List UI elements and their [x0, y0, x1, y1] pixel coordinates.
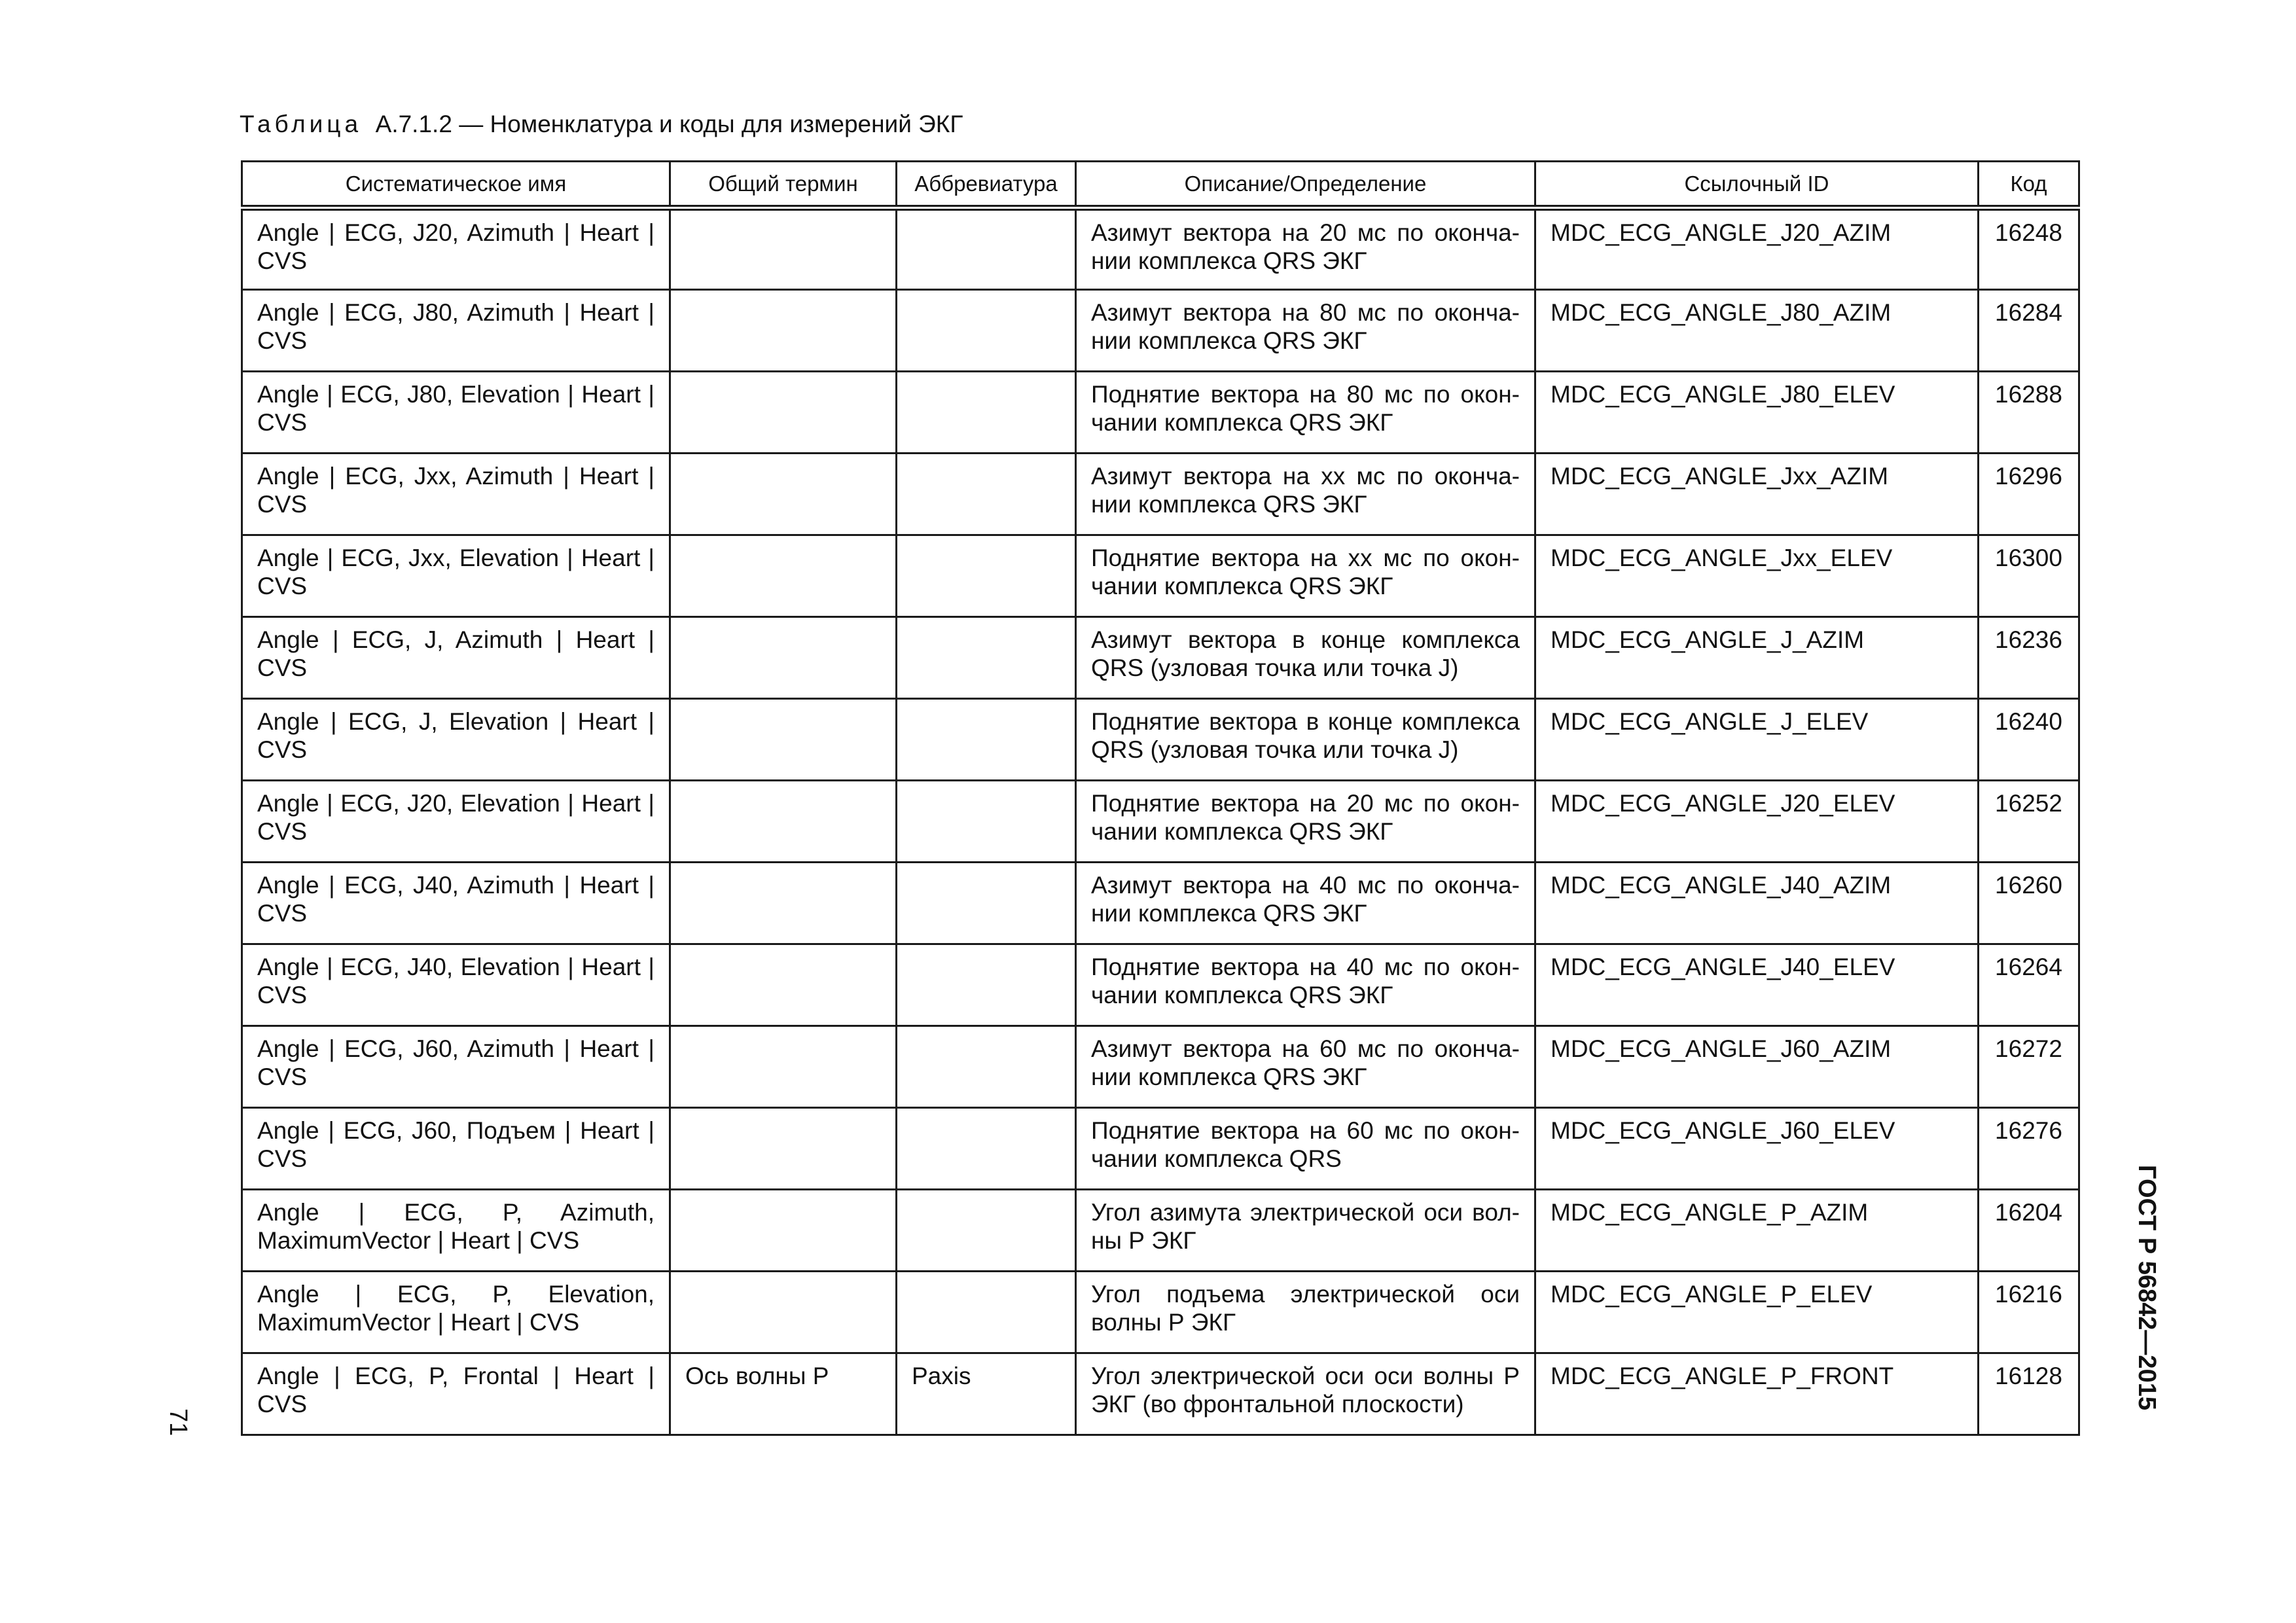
cell-systematic-name: Angle | ECG, J60, Azimuth | Heart | CVS — [242, 1026, 670, 1108]
table-row — [242, 1353, 2079, 1435]
table-row — [242, 290, 2079, 372]
cell-systematic-name: Angle | ECG, J60, Подъем | Heart | CVS — [242, 1108, 670, 1190]
cell-abbreviation — [897, 290, 1076, 372]
cell-description: Угол подъема электрической оси волны Р ЭКГ — [1076, 1272, 1535, 1353]
cell-reference-id: MDC_ECG_ANGLE_J60_ELEV — [1535, 1108, 1979, 1190]
cell-code: 16264 — [1979, 944, 2079, 1026]
cell-description: Поднятие вектора на 20 мс по окон-чании комплекса QRS ЭКГ — [1076, 781, 1535, 863]
cell-code: 16300 — [1979, 535, 2079, 617]
table-body — [242, 208, 2079, 1435]
cell-description: Азимут вектора на 60 мс по оконча-нии комплекса QRS ЭКГ — [1076, 1026, 1535, 1108]
cell-reference-id: MDC_ECG_ANGLE_P_AZIM — [1535, 1190, 1979, 1272]
cell-description: Азимут вектора на 20 мс по оконча-нии комплекса QRS ЭКГ — [1076, 208, 1535, 290]
cell-systematic-name: Angle | ECG, J40, Elevation | Heart | CVS — [242, 944, 670, 1026]
cell-description: Поднятие вектора на 40 мс по окон-чании комплекса QRS ЭКГ — [1076, 944, 1535, 1026]
cell-reference-id: MDC_ECG_ANGLE_J_AZIM — [1535, 617, 1979, 699]
cell-description: Азимут вектора на 80 мс по оконча-нии комплекса QRS ЭКГ — [1076, 290, 1535, 372]
cell-common-term — [670, 1108, 897, 1190]
cell-systematic-name: Angle | ECG, Jxx, Elevation | Heart | CVS — [242, 535, 670, 617]
cell-reference-id: MDC_ECG_ANGLE_J20_AZIM — [1535, 208, 1979, 290]
table-row — [242, 1108, 2079, 1190]
cell-description: Поднятие вектора на 80 мс по окон-чании комплекса QRS ЭКГ — [1076, 372, 1535, 454]
cell-abbreviation — [897, 1190, 1076, 1272]
cell-reference-id: MDC_ECG_ANGLE_P_FRONT — [1535, 1353, 1979, 1435]
cell-abbreviation — [897, 1108, 1076, 1190]
cell-reference-id: MDC_ECG_ANGLE_J80_AZIM — [1535, 290, 1979, 372]
cell-description: Азимут вектора на хх мс по оконча-нии комплекса QRS ЭКГ — [1076, 454, 1535, 535]
header-reference-id: Ссылочный ID — [1535, 162, 1979, 208]
cell-description: Поднятие вектора на 60 мс по окон-чании комплекса QRS — [1076, 1108, 1535, 1190]
table-row — [242, 372, 2079, 454]
cell-common-term: Ось волны Р — [670, 1353, 897, 1435]
table-row — [242, 863, 2079, 944]
caption-label: Таблица — [240, 111, 363, 137]
cell-reference-id: MDC_ECG_ANGLE_J40_AZIM — [1535, 863, 1979, 944]
cell-common-term — [670, 863, 897, 944]
cell-code: 16296 — [1979, 454, 2079, 535]
cell-code: 16128 — [1979, 1353, 2079, 1435]
cell-abbreviation — [897, 1026, 1076, 1108]
cell-description: Угол электрической оси оси волны Р ЭКГ (во фронтальной плоскости) — [1076, 1353, 1535, 1435]
cell-abbreviation — [897, 372, 1076, 454]
cell-code: 16252 — [1979, 781, 2079, 863]
table-row — [242, 944, 2079, 1026]
cell-abbreviation — [897, 699, 1076, 781]
table-row — [242, 617, 2079, 699]
cell-systematic-name: Angle | ECG, J80, Azimuth | Heart | CVS — [242, 290, 670, 372]
cell-common-term — [670, 1272, 897, 1353]
header-common-term: Общий термин — [670, 162, 897, 208]
cell-common-term — [670, 535, 897, 617]
cell-common-term — [670, 454, 897, 535]
cell-abbreviation — [897, 617, 1076, 699]
cell-code: 16284 — [1979, 290, 2079, 372]
caption-title: — Номенклатура и коды для измерений ЭКГ — [459, 111, 963, 137]
nomenclature-table — [241, 160, 2080, 1436]
cell-systematic-name: Angle | ECG, J80, Elevation | Heart | CVS — [242, 372, 670, 454]
cell-code: 16276 — [1979, 1108, 2079, 1190]
cell-abbreviation — [897, 781, 1076, 863]
cell-reference-id: MDC_ECG_ANGLE_Jxx_AZIM — [1535, 454, 1979, 535]
cell-common-term — [670, 1190, 897, 1272]
header-description: Описание/Определение — [1076, 162, 1535, 208]
table-row — [242, 1026, 2079, 1108]
cell-description: Угол азимута электрической оси вол-ны Р ЭКГ — [1076, 1190, 1535, 1272]
cell-systematic-name: Angle | ECG, J, Elevation | Heart | CVS — [242, 699, 670, 781]
header-systematic-name: Систематическое имя — [242, 162, 670, 208]
cell-common-term — [670, 617, 897, 699]
cell-systematic-name: Angle | ECG, J20, Azimuth | Heart | CVS — [242, 208, 670, 290]
cell-code: 16288 — [1979, 372, 2079, 454]
cell-code: 16248 — [1979, 208, 2079, 290]
cell-code: 16204 — [1979, 1190, 2079, 1272]
cell-code: 16260 — [1979, 863, 2079, 944]
cell-common-term — [670, 290, 897, 372]
cell-reference-id: MDC_ECG_ANGLE_P_ELEV — [1535, 1272, 1979, 1353]
cell-reference-id: MDC_ECG_ANGLE_J80_ELEV — [1535, 372, 1979, 454]
header-code: Код — [1979, 162, 2079, 208]
cell-code: 16236 — [1979, 617, 2079, 699]
cell-reference-id: MDC_ECG_ANGLE_J_ELEV — [1535, 699, 1979, 781]
cell-reference-id: MDC_ECG_ANGLE_Jxx_ELEV — [1535, 535, 1979, 617]
cell-description: Поднятие вектора в конце комплекса QRS (узловая точка или точка J) — [1076, 699, 1535, 781]
cell-description: Азимут вектора в конце комплекса QRS (узловая точка или точка J) — [1076, 617, 1535, 699]
cell-systematic-name: Angle | ECG, J40, Azimuth | Heart | CVS — [242, 863, 670, 944]
cell-systematic-name: Angle | ECG, P, Azimuth, MaximumVector | Heart | CVS — [242, 1190, 670, 1272]
cell-abbreviation — [897, 944, 1076, 1026]
cell-reference-id: MDC_ECG_ANGLE_J40_ELEV — [1535, 944, 1979, 1026]
table-row — [242, 699, 2079, 781]
cell-common-term — [670, 944, 897, 1026]
table-row — [242, 781, 2079, 863]
cell-common-term — [670, 699, 897, 781]
cell-code: 16240 — [1979, 699, 2079, 781]
cell-systematic-name: Angle | ECG, P, Frontal | Heart | CVS — [242, 1353, 670, 1435]
cell-systematic-name: Angle | ECG, P, Elevation, MaximumVector | Heart | CVS — [242, 1272, 670, 1353]
header-abbreviation: Аббревиатура — [897, 162, 1076, 208]
cell-reference-id: MDC_ECG_ANGLE_J20_ELEV — [1535, 781, 1979, 863]
cell-abbreviation: Paxis — [897, 1353, 1076, 1435]
cell-abbreviation — [897, 1272, 1076, 1353]
table-header-row — [242, 162, 2079, 208]
cell-common-term — [670, 208, 897, 290]
cell-systematic-name: Angle | ECG, Jxx, Azimuth | Heart | CVS — [242, 454, 670, 535]
cell-systematic-name: Angle | ECG, J20, Elevation | Heart | CVS — [242, 781, 670, 863]
cell-code: 16216 — [1979, 1272, 2079, 1353]
standard-designation: ГОСТ Р 56842—2015 — [2133, 1165, 2161, 1410]
cell-abbreviation — [897, 863, 1076, 944]
cell-code: 16272 — [1979, 1026, 2079, 1108]
cell-reference-id: MDC_ECG_ANGLE_J60_AZIM — [1535, 1026, 1979, 1108]
table-row — [242, 1190, 2079, 1272]
table-row — [242, 208, 2079, 290]
caption-number: А.7.1.2 — [375, 111, 452, 137]
cell-common-term — [670, 781, 897, 863]
page-number: 71 — [164, 1408, 192, 1436]
cell-common-term — [670, 1026, 897, 1108]
cell-common-term — [670, 372, 897, 454]
table-row — [242, 535, 2079, 617]
table-row — [242, 454, 2079, 535]
cell-abbreviation — [897, 535, 1076, 617]
cell-abbreviation — [897, 454, 1076, 535]
cell-systematic-name: Angle | ECG, J, Azimuth | Heart | CVS — [242, 617, 670, 699]
cell-abbreviation — [897, 208, 1076, 290]
cell-description: Поднятие вектора на хх мс по окон-чании комплекса QRS ЭКГ — [1076, 535, 1535, 617]
table-caption — [240, 110, 963, 139]
table-row — [242, 1272, 2079, 1353]
cell-description: Азимут вектора на 40 мс по оконча-нии комплекса QRS ЭКГ — [1076, 863, 1535, 944]
